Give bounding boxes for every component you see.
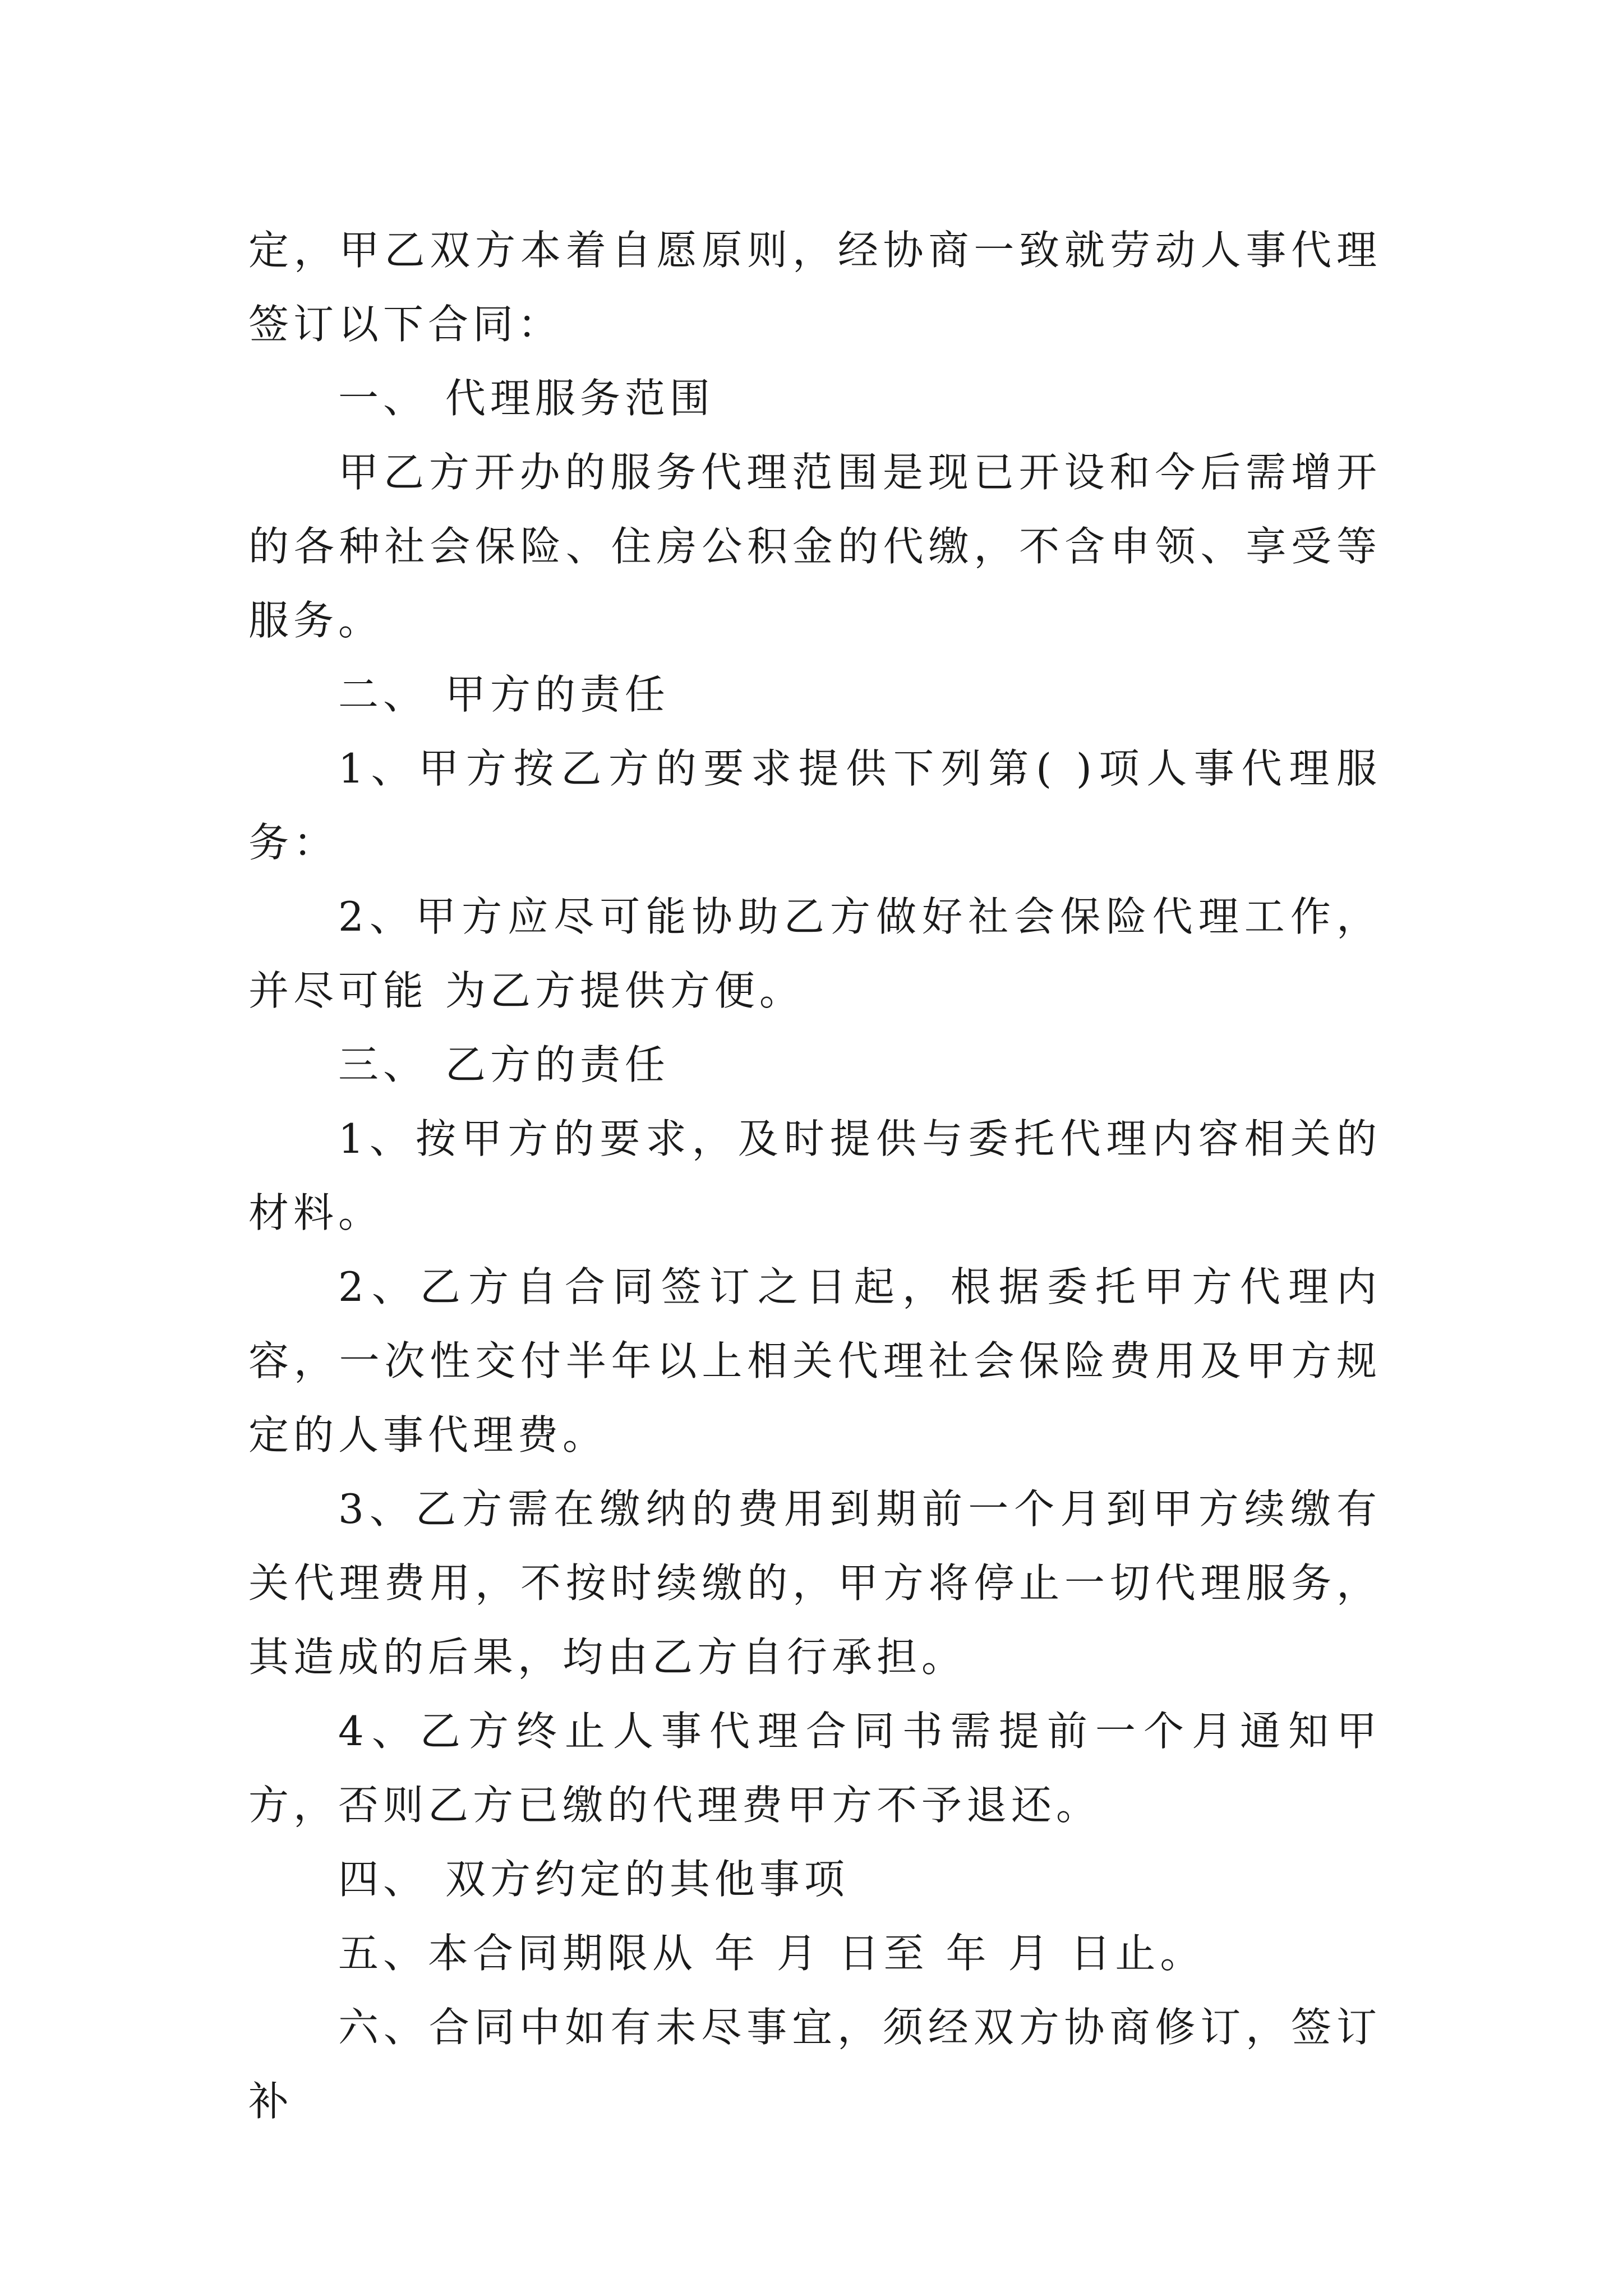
contract-body xyxy=(248,213,1381,2138)
clause-party-a-1: 1、甲方按乙方的要求提供下列第( )项人事代理服务： xyxy=(248,745,1381,866)
section-heading-party-a-duties: 二、 甲方的责任 xyxy=(338,671,670,718)
clause-party-b-1: 1、按甲方的要求，及时提供与委托代理内容相关的材料。 xyxy=(248,1115,1381,1236)
clause-party-b-4: 4、乙方终止人事代理合同书需提前一个月通知甲方，否则乙方已缴的代理费甲方不予退还。 xyxy=(248,1708,1381,1829)
section-heading-other-matters: 四、 双方约定的其他事项 xyxy=(338,1856,849,1903)
clause-party-b-2: 2、乙方自合同签订之日起，根据委托甲方代理内容，一次性交付半年以上相关代理社会保险费用及甲方规定的人事代理费。 xyxy=(248,1263,1381,1458)
clause-unresolved-matters: 六、合同中如有未尽事宜，须经双方协商修订，签订补 xyxy=(248,2004,1381,2125)
clause-party-b-3: 3、乙方需在缴纳的费用到期前一个月到甲方续缴有关代理费用，不按时续缴的，甲方将停止一切代理服务，其造成的后果，均由乙方自行承担。 xyxy=(248,1485,1381,1681)
paragraph-preamble: 定，甲乙双方本着自愿原则，经协商一致就劳动人事代理签订以下合同： xyxy=(248,227,1381,348)
section-heading-service-scope: 一、 代理服务范围 xyxy=(338,375,714,422)
clause-contract-term: 五、本合同期限从 年 月 日至 年 月 日止。 xyxy=(338,1930,1205,1977)
paragraph-service-scope: 甲乙方开办的服务代理范围是现已开设和今后需增开的各种社会保险、住房公积金的代缴，不含申领、享受等服务。 xyxy=(248,449,1381,644)
section-heading-party-b-duties: 三、 乙方的责任 xyxy=(338,1041,670,1088)
clause-party-a-2: 2、甲方应尽可能协助乙方做好社会保险代理工作，并尽可能 为乙方提供方便。 xyxy=(248,893,1381,1014)
